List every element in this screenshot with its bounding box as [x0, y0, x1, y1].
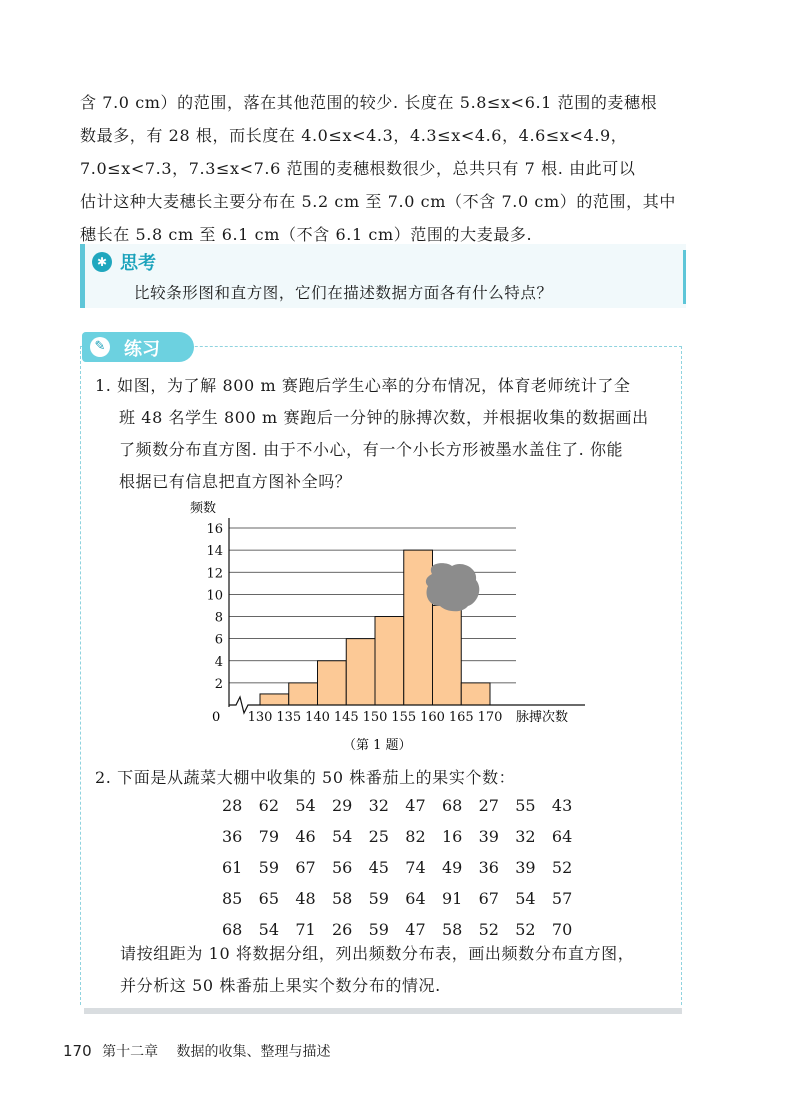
- fruit-count-row: [222, 889, 582, 908]
- fruit-count-cell: 27: [478, 796, 499, 815]
- fruit-count-cell: 91: [441, 889, 463, 908]
- page-number: 170: [63, 1042, 92, 1060]
- fruit-count-cell: 54: [331, 827, 353, 846]
- fruit-count-cell: 68: [441, 796, 463, 815]
- fruit-count-cell: 71: [295, 920, 316, 939]
- fruit-count-cell: 54: [515, 889, 536, 908]
- fruit-count-cell: 55: [515, 796, 536, 815]
- intro-line: 7.0≤x<7.3，7.3≤x<7.6 范围的麦穗根数很少，总共只有 7 根. 由此可以: [80, 159, 636, 178]
- intro-line: 数最多，有 28 根，而长度在 4.0≤x<4.3，4.3≤x<4.6，4.6≤x<4.9，: [80, 126, 628, 145]
- ink-blot: [426, 563, 479, 611]
- exercise-title: 练习: [124, 339, 160, 360]
- question-1-line: 根据已有信息把直方图补全吗？: [119, 472, 352, 491]
- x-tick-label: 140: [305, 710, 330, 725]
- x-axis-label: 脉搏次数: [516, 710, 569, 725]
- fruit-count-cell: 62: [258, 796, 280, 815]
- fruit-count-row: [222, 796, 582, 815]
- question-2-line: 请按组距为 10 将数据分组，列出频数分布表，画出频数分布直方图，: [120, 944, 635, 963]
- think-text: 比较条形图和直方图，它们在描述数据方面各有什么特点？: [134, 284, 553, 302]
- fruit-count-cell: 56: [331, 858, 353, 877]
- y-tick-label: 4: [214, 654, 223, 670]
- y-tick-label: 2: [214, 676, 223, 692]
- histogram-bar: [404, 550, 433, 705]
- figure-caption: （第 1 题）: [343, 738, 412, 753]
- fruit-count-cell: 47: [405, 796, 426, 815]
- page-footer: [63, 1041, 331, 1061]
- histogram-bar: [260, 694, 289, 705]
- y-tick-label: 12: [206, 566, 223, 582]
- fruit-count-cell: 54: [295, 796, 316, 815]
- think-title: 思考: [120, 253, 156, 274]
- fruit-count-cell: 64: [405, 889, 426, 908]
- x-tick-label: 170: [477, 710, 503, 725]
- fruit-count-cell: 58: [331, 889, 353, 908]
- fruit-count-cell: 25: [368, 827, 389, 846]
- fruit-count-cell: 68: [222, 920, 243, 939]
- histogram-bar: [346, 639, 375, 705]
- histogram-bar: [318, 661, 347, 705]
- fruit-count-cell: 39: [515, 858, 536, 877]
- histogram-bar: [289, 683, 318, 705]
- fruit-count-cell: 59: [258, 858, 280, 877]
- fruit-count-cell: 28: [222, 796, 243, 815]
- fruit-count-cell: 59: [368, 889, 389, 908]
- fruit-count-cell: 85: [222, 889, 243, 908]
- fruit-count-row: [222, 920, 582, 939]
- histogram-bar: [461, 683, 490, 705]
- fruit-count-cell: 52: [515, 920, 536, 939]
- fruit-count-row: [222, 827, 582, 846]
- fruit-count-cell: 52: [478, 920, 499, 939]
- intro-line: 估计这种大麦穗长主要分布在 5.2 cm 至 7.0 cm（不含 7.0 cm）的范围，其中: [80, 192, 676, 211]
- fruit-count-cell: 29: [331, 796, 353, 815]
- fruit-count-row: [222, 858, 582, 877]
- fruit-count-cell: 64: [551, 827, 573, 846]
- fruit-count-cell: 47: [405, 920, 426, 939]
- question-1-line: 班 48 名学生 800 m 赛跑后一分钟的脉搏次数，并根据收集的数据画出: [119, 408, 649, 427]
- fruit-count-cell: 79: [258, 827, 280, 846]
- origin-label: 0: [212, 710, 221, 725]
- question-2-instructions: [120, 938, 680, 1002]
- fruit-count-cell: 67: [478, 889, 499, 908]
- fruit-count-cell: 46: [295, 827, 316, 846]
- x-tick-label: 160: [420, 710, 445, 725]
- fruit-count-cell: 26: [331, 920, 353, 939]
- fruit-count-cell: 70: [551, 920, 573, 939]
- fruit-count-cell: 48: [295, 889, 316, 908]
- y-tick-label: 8: [214, 610, 223, 626]
- question-2: [95, 762, 673, 794]
- fruit-count-cell: 52: [551, 858, 573, 877]
- y-tick-label: 16: [206, 522, 223, 537]
- pencil-icon: ✎: [90, 337, 110, 357]
- x-tick-label: 130: [247, 710, 273, 725]
- intro-line: 含 7.0 cm）的范围，落在其他范围的较少. 长度在 5.8≤x<6.1 范围的麦穗根: [80, 93, 658, 112]
- fruit-count-cell: 57: [551, 889, 573, 908]
- fruit-count-cell: 43: [551, 796, 573, 815]
- fruit-count-cell: 45: [368, 858, 389, 877]
- intro-line: 穗长在 5.8 cm 至 6.1 cm（不含 6.1 cm）范围的大麦最多.: [80, 225, 533, 244]
- fruit-count-cell: 49: [441, 858, 463, 877]
- fruit-count-cell: 36: [222, 827, 243, 846]
- x-tick-label: 165: [448, 710, 474, 725]
- fruit-count-cell: 61: [222, 858, 243, 877]
- y-tick-label: 6: [214, 632, 223, 648]
- question-1-line: 了频数分布直方图. 由于不小心，有一个小长方形被墨水盖住了. 你能: [119, 440, 624, 459]
- x-tick-label: 135: [276, 710, 302, 725]
- x-tick-label: 150: [362, 710, 388, 725]
- question-1-line: 1. 如图，为了解 800 m 赛跑后学生心率的分布情况，体育老师统计了全: [95, 376, 631, 395]
- y-tick-label: 10: [206, 588, 223, 604]
- section-label: 数据的收集、整理与描述: [176, 1044, 331, 1060]
- histogram-bar: [433, 605, 462, 705]
- lightbulb-icon: ✱: [92, 252, 112, 272]
- fruit-count-cell: 67: [295, 858, 316, 877]
- x-tick-label: 155: [391, 710, 417, 725]
- y-axis-label: 频数: [190, 501, 217, 516]
- fruit-count-cell: 39: [478, 827, 499, 846]
- fruit-count-cell: 82: [405, 827, 426, 846]
- fruit-count-cell: 36: [478, 858, 499, 877]
- fruit-count-cell: 59: [368, 920, 389, 939]
- fruit-count-cell: 32: [368, 796, 389, 815]
- question-2-line: 并分析这 50 株番茄上果实个数分布的情况.: [120, 976, 441, 995]
- fruit-count-cell: 65: [258, 889, 280, 908]
- x-tick-label: 145: [333, 710, 359, 725]
- histogram-bar: [375, 617, 404, 706]
- chapter-label: 第十二章: [102, 1044, 159, 1060]
- fruit-count-cell: 58: [441, 920, 463, 939]
- exercise-box-shadow: [84, 1008, 682, 1014]
- y-tick-label: 14: [206, 544, 223, 560]
- fruit-count-cell: 74: [405, 858, 426, 877]
- question-2-line: 2. 下面是从蔬菜大棚中收集的 50 株番茄上的果实个数：: [95, 768, 516, 787]
- fruit-count-cell: 16: [441, 827, 463, 846]
- fruit-count-cell: 32: [515, 827, 536, 846]
- fruit-count-cell: 54: [258, 920, 280, 939]
